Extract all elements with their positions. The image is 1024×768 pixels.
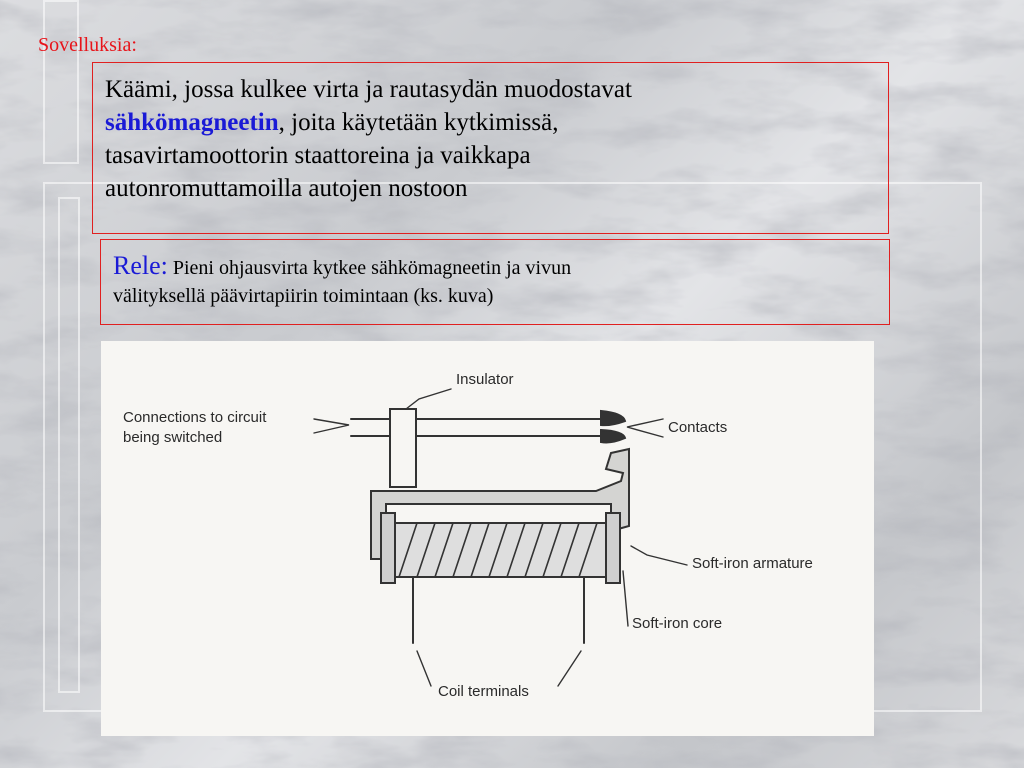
relay-diagram [101, 341, 874, 736]
upper-contact-point [601, 411, 625, 425]
relay-diagram-svg [101, 341, 874, 736]
box1-line3: tasavirtamoottorin staattoreina ja vaikkapa [105, 142, 531, 169]
decor-frame-3 [58, 197, 80, 693]
label-connections-line2: being switched [123, 429, 223, 446]
relay-text-line2: välityksellä päävirtapiirin toimintaan (ks. kuva) [113, 285, 494, 307]
lower-contact-point [601, 430, 625, 443]
decor-frame-1 [43, 0, 79, 164]
box1-line2: , joita käytetään kytkimissä, [278, 109, 559, 136]
core-end-right [606, 513, 620, 583]
box1-line4: autonromuttamoilla autojen nostoon [105, 175, 468, 202]
text-box-electromagnet [92, 62, 889, 234]
keyword-electromagnet: sähkömagneetin [105, 109, 279, 136]
label-armature: Soft-iron armature [692, 555, 813, 572]
box1-line1: Käämi, jossa kulkee virta ja rautasydän muodostavat [105, 76, 632, 103]
label-coil-terminals: Coil terminals [438, 683, 529, 700]
label-connections-line1: Connections to circuit [123, 409, 267, 426]
label-contacts: Contacts [668, 419, 728, 436]
text-box-relay [100, 239, 890, 325]
slide-title: Sovelluksia: [38, 34, 137, 56]
relay-text-line1: Pieni ohjausvirta kytkee sähkömagneetin ja vivun [167, 257, 572, 279]
label-insulator: Insulator [456, 371, 514, 388]
relay-label: Rele: [113, 251, 168, 280]
label-core: Soft-iron core [632, 615, 723, 632]
insulator-block [390, 409, 416, 487]
core-end-left [381, 513, 395, 583]
